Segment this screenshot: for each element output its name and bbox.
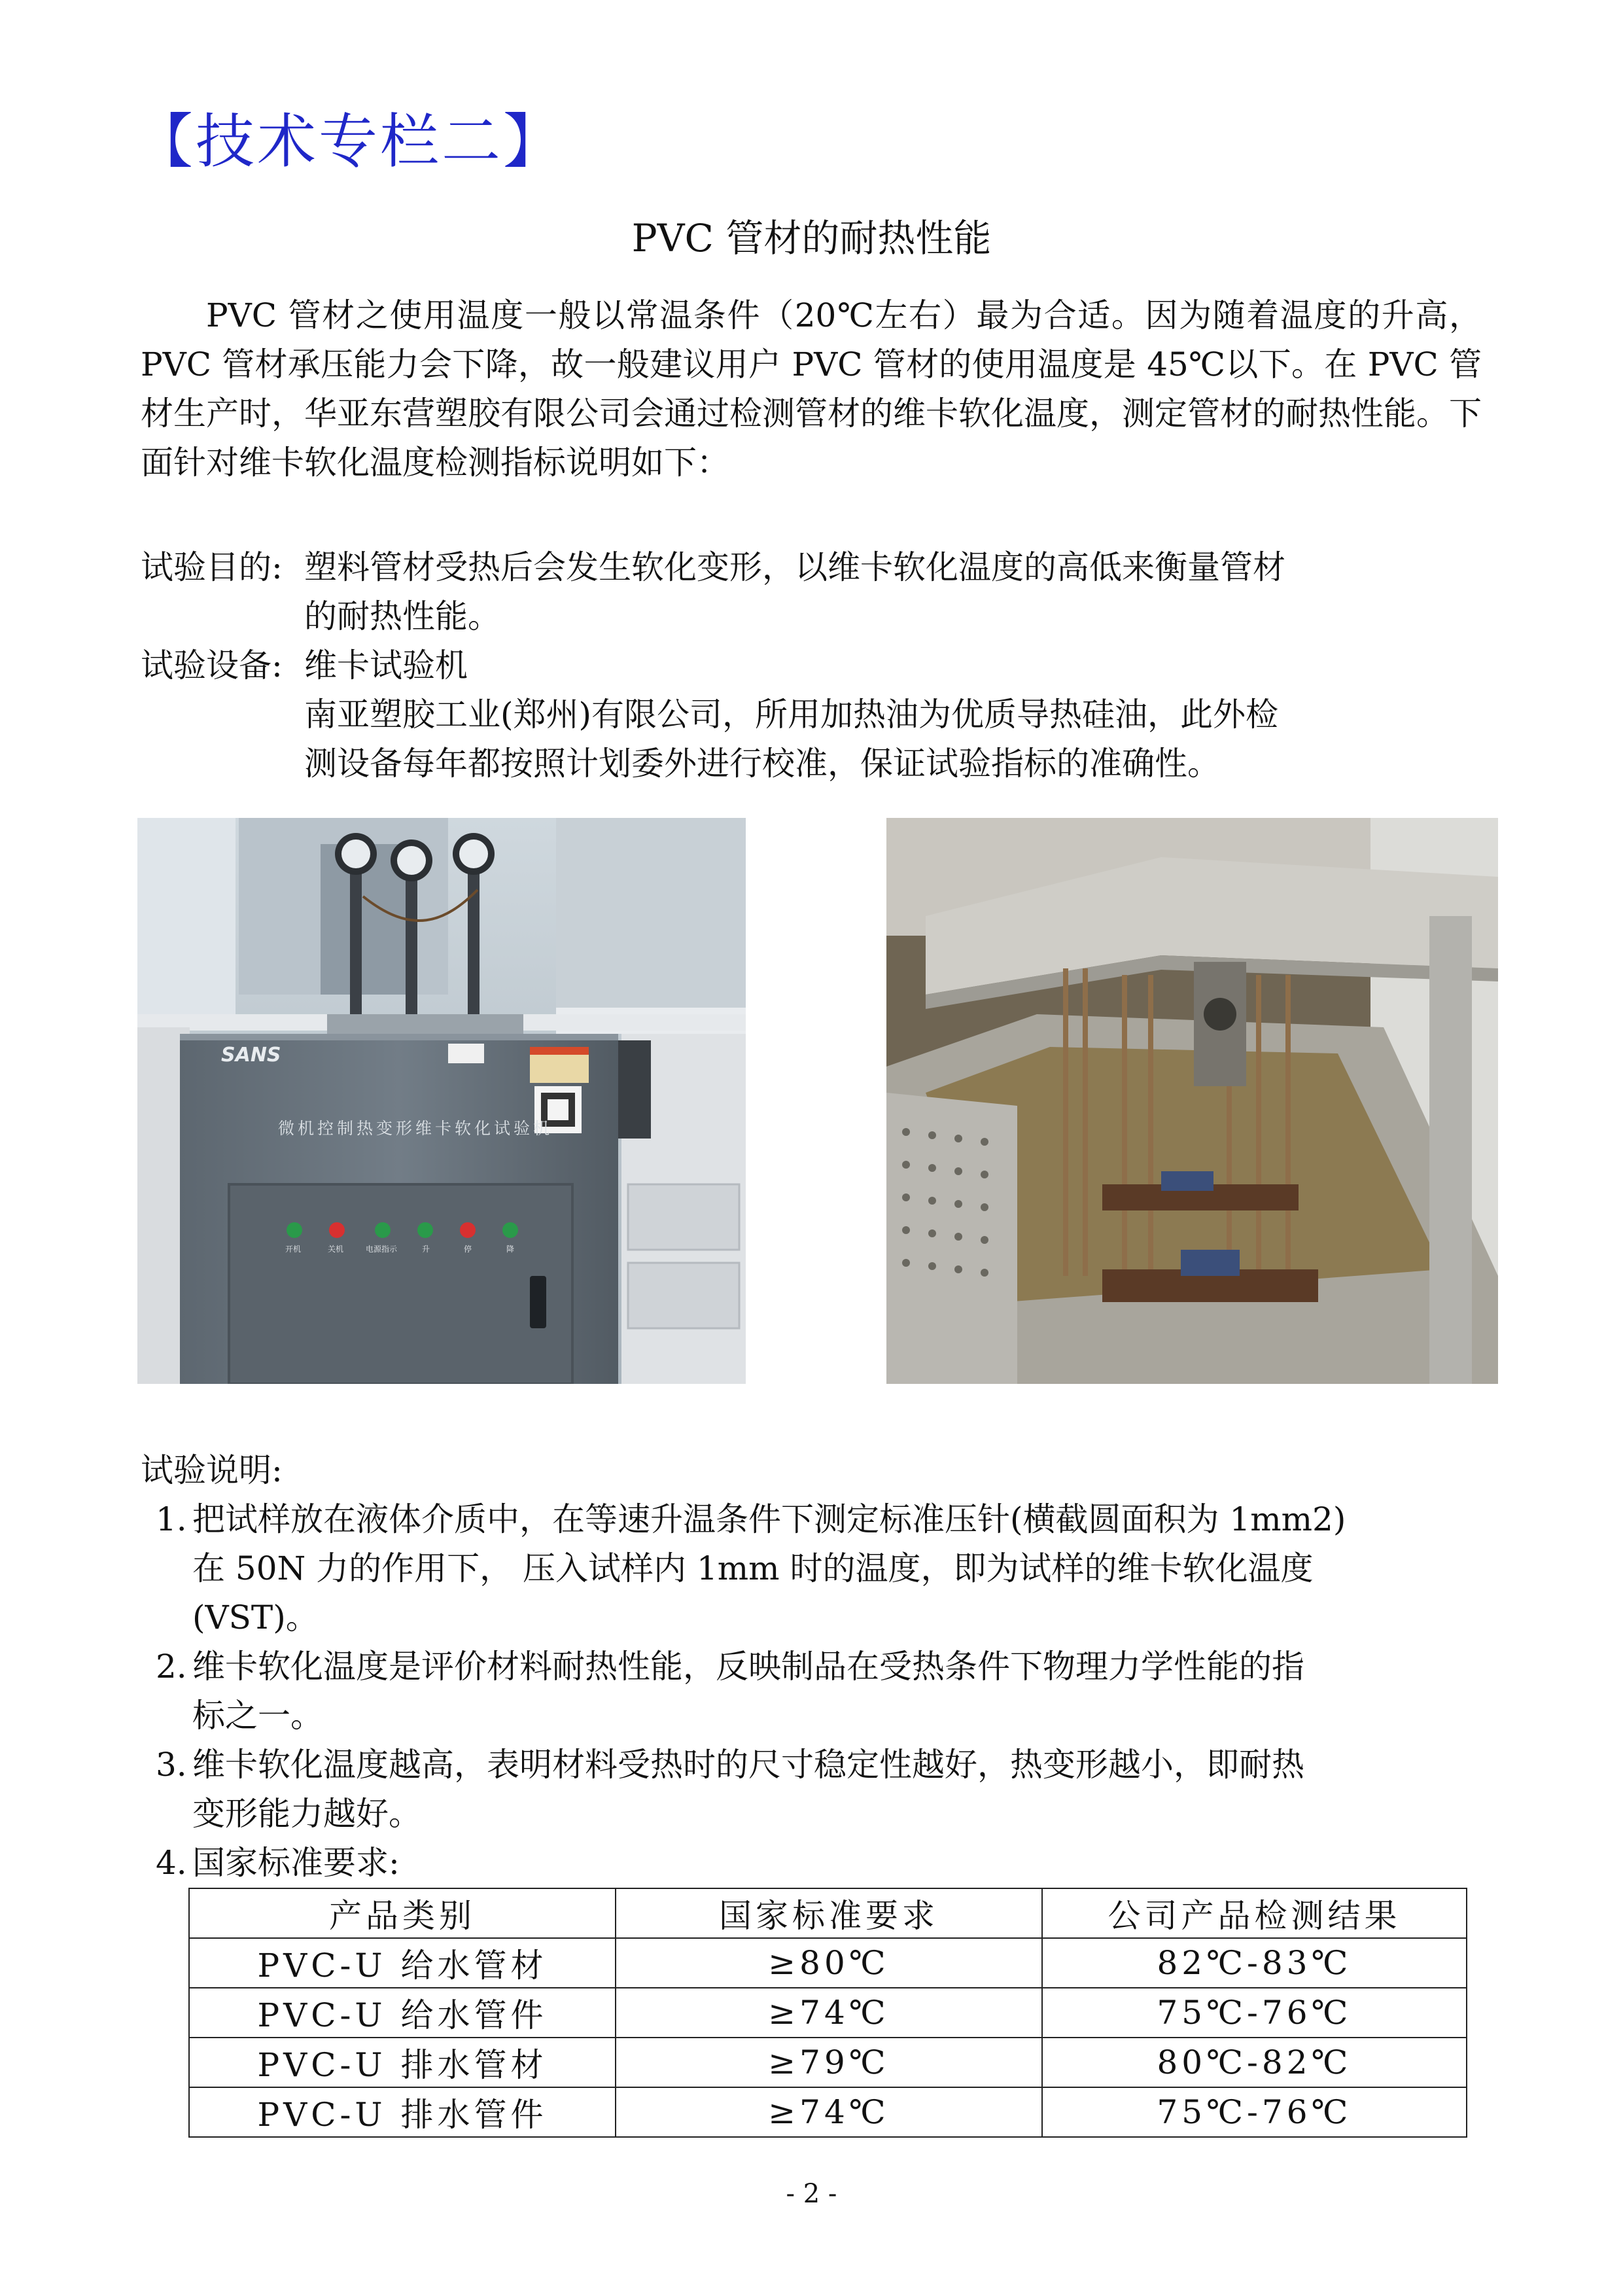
machine-brand-logo: SANS bbox=[221, 1044, 281, 1067]
test-purpose-line: 塑料管材受热后会发生软化变形，以维卡软化温度的高低来衡量管材 bbox=[304, 548, 1285, 586]
standards-table bbox=[188, 1888, 1467, 2138]
test-purpose-label: 试验目的: bbox=[141, 548, 283, 586]
list-item-line: 把试样放在液体介质中，在等速升温条件下测定标准压针(横截圆面积为 1mm2) bbox=[192, 1500, 1346, 1538]
page-number: - 2 - bbox=[786, 2179, 837, 2209]
column-header-national-standard: 国家标准要求 bbox=[616, 1888, 1042, 1938]
machine-name-label: 微机控制热变形维卡软化试验机 bbox=[278, 1119, 553, 1138]
intro-paragraph bbox=[141, 291, 1482, 487]
list-item-number: 2. bbox=[156, 1648, 187, 1686]
table-cell: ≥80℃ bbox=[616, 1938, 1042, 1988]
table-cell: ≥74℃ bbox=[616, 1988, 1042, 2038]
intro-line: 度，测定管材的耐热性能。下面针对维卡软化温度检测指标说明如下： bbox=[141, 395, 1482, 482]
table-cell: 82℃-83℃ bbox=[1042, 1938, 1467, 1988]
button-label: 电源指示 bbox=[366, 1245, 398, 1254]
column-title: 【技术专栏二】 bbox=[134, 107, 565, 176]
list-item-line: 在 50N 力的作用下， 压入试样内 1mm 时的温度，即为试样的维卡软化温度 bbox=[192, 1549, 1314, 1587]
table-header-row bbox=[189, 1888, 1467, 1938]
vicat-machine-illustration bbox=[137, 818, 746, 1384]
list-item-line: 国家标准要求: bbox=[192, 1844, 400, 1882]
test-equipment-name: 维卡试验机 bbox=[304, 646, 468, 684]
intro-line: 以下。在 PVC 管材生产时，华亚东营塑胶有限公司会通过检测管材的维卡软化温 bbox=[141, 345, 1482, 433]
list-item-number: 1. bbox=[156, 1500, 187, 1538]
intro-line: 的升高，PVC 管材承压能力会下降，故一般建议用户 PVC 管材的使用温度是 45℃ bbox=[141, 296, 1482, 383]
table-cell: PVC-U 排水管材 bbox=[189, 2038, 616, 2087]
table-row bbox=[189, 2087, 1467, 2137]
list-item bbox=[156, 1740, 1497, 1839]
test-equipment-label: 试验设备: bbox=[141, 646, 283, 684]
button-label: 关机 bbox=[328, 1245, 344, 1254]
test-notes-list bbox=[156, 1495, 1497, 1888]
table-cell: ≥74℃ bbox=[616, 2087, 1042, 2137]
list-item bbox=[156, 1495, 1497, 1642]
table-cell: PVC-U 给水管件 bbox=[189, 1988, 616, 2038]
table-cell: ≥79℃ bbox=[616, 2038, 1042, 2087]
test-purpose-continuation: 的耐热性能。 bbox=[304, 597, 500, 635]
list-item bbox=[156, 1642, 1497, 1740]
table-cell: PVC-U 排水管件 bbox=[189, 2087, 616, 2137]
vicat-machine-photo bbox=[137, 818, 746, 1384]
list-item-line: 标之一。 bbox=[192, 1697, 323, 1735]
button-label: 降 bbox=[506, 1245, 515, 1254]
test-equipment-row bbox=[141, 641, 468, 690]
button-label: 开机 bbox=[285, 1245, 302, 1254]
table-cell: PVC-U 给水管材 bbox=[189, 1938, 616, 1988]
intro-line: PVC 管材之使用温度一般以常温条件（20℃左右）最为合适。因为随着温度 bbox=[206, 296, 1348, 334]
test-notes-label: 试验说明: bbox=[141, 1451, 283, 1489]
machine-button-labels bbox=[283, 1243, 531, 1259]
table-cell: 80℃-82℃ bbox=[1042, 2038, 1467, 2087]
button-label: 停 bbox=[464, 1245, 472, 1254]
column-header-company-result: 公司产品检测结果 bbox=[1042, 1888, 1467, 1938]
vicat-bath-closeup-photo bbox=[886, 818, 1498, 1384]
list-item-number: 3. bbox=[156, 1746, 187, 1784]
test-equipment-line: 测设备每年都按照计划委外进行校准，保证试验指标的准确性。 bbox=[304, 745, 1220, 783]
article-title: PVC 管材的耐热性能 bbox=[631, 216, 992, 260]
table-row bbox=[189, 1988, 1467, 2038]
list-item-line: 维卡软化温度越高，表明材料受热时的尺寸稳定性越好，热变形越小，即耐热 bbox=[192, 1746, 1304, 1784]
list-item-line: (VST)。 bbox=[192, 1598, 319, 1636]
column-header-product-category: 产品类别 bbox=[189, 1888, 616, 1938]
test-purpose-row bbox=[141, 543, 1285, 592]
table-cell: 75℃-76℃ bbox=[1042, 1988, 1467, 2038]
button-label: 升 bbox=[422, 1245, 430, 1254]
test-equipment-line: 南亚塑胶工业(郑州)有限公司，所用加热油为优质导热硅油，此外检 bbox=[304, 696, 1279, 733]
table-cell: 75℃-76℃ bbox=[1042, 2087, 1467, 2137]
list-item-line: 维卡软化温度是评价材料耐热性能，反映制品在受热条件下物理力学性能的指 bbox=[192, 1648, 1304, 1686]
table-row bbox=[189, 1938, 1467, 1988]
vicat-bath-illustration bbox=[886, 818, 1498, 1384]
table-row bbox=[189, 2038, 1467, 2087]
list-item-number: 4. bbox=[156, 1844, 187, 1882]
list-item bbox=[156, 1839, 1497, 1888]
list-item-line: 变形能力越好。 bbox=[192, 1795, 421, 1833]
